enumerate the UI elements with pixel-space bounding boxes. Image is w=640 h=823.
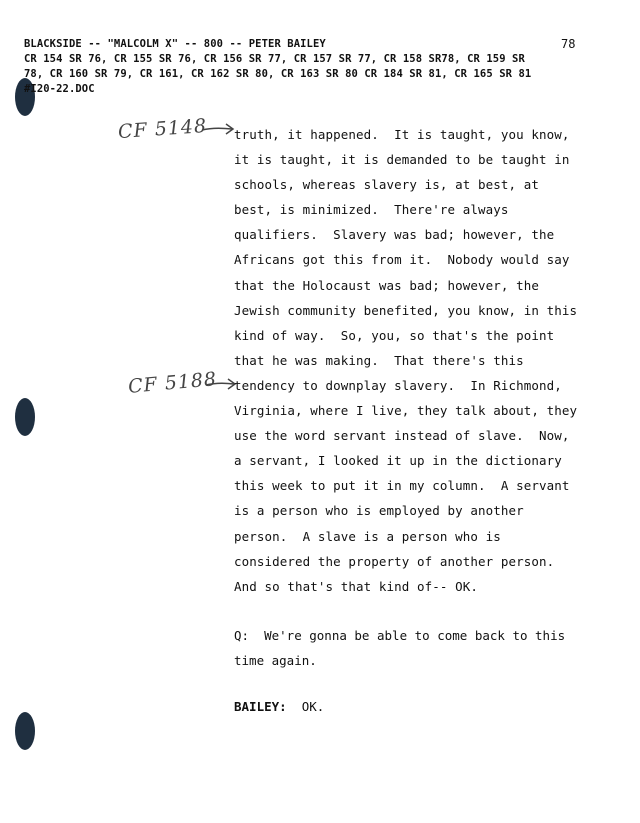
body-line: that he was making. That there's this — [234, 352, 524, 368]
body-line: And so that's that kind of-- OK. — [234, 578, 479, 594]
arrow-icon — [200, 120, 238, 138]
header-cr-line-1: CR 154 SR 76, CR 155 SR 76, CR 156 SR 77, CR 157 SR 77, CR 158 SR78, CR 159 SR — [24, 53, 525, 65]
binder-hole-middle — [15, 398, 35, 436]
header-cr-line-2: 78, CR 160 SR 79, CR 161, CR 162 SR 80, CR 163 SR 80 CR 184 SR 81, CR 165 SR 81 — [24, 68, 532, 80]
body-line: person. A slave is a person who is — [234, 528, 501, 544]
question-block — [234, 623, 565, 673]
body-line: is a person who is employed by another — [234, 503, 524, 519]
transcript-body — [234, 122, 614, 599]
body-line: Jewish community benefited, you know, in this — [234, 302, 578, 318]
handwritten-cf-note-1: CF 5148 — [117, 114, 208, 144]
page-number: 78 — [561, 37, 576, 51]
body-line: Virginia, where I live, they talk about, they — [234, 403, 578, 419]
question-line: time again. — [234, 653, 317, 669]
body-line: tendency to downplay slavery. In Richmond, — [234, 377, 562, 393]
header-title: BLACKSIDE -- "MALCOLM X" -- 800 -- PETER BAILEY — [24, 38, 326, 50]
body-line: considered the property of another person. — [234, 553, 555, 569]
answer-line — [234, 699, 324, 714]
body-line: a servant, I looked it up in the dictionary — [234, 453, 562, 469]
binder-hole-bottom — [15, 712, 35, 750]
handwritten-cf-note-2: CF 5188 — [127, 368, 218, 398]
body-line: it is taught, it is demanded to be taught in — [234, 152, 570, 168]
question-line: Q: We're gonna be able to come back to this — [234, 628, 566, 643]
speaker-label: BAILEY: — [234, 699, 287, 714]
answer-text: OK. — [286, 699, 325, 714]
body-line: schools, whereas slavery is, at best, at — [234, 177, 540, 193]
body-line: best, is minimized. There're always — [234, 202, 509, 218]
body-line: kind of way. So, you, so that's the point — [234, 327, 555, 343]
body-line: Africans got this from it. Nobody would say — [234, 252, 570, 268]
body-line: truth, it happened. It is taught, you know, — [234, 127, 570, 142]
body-line: qualifiers. Slavery was bad; however, the — [234, 227, 555, 243]
header-filename: #I20-22.DOC — [24, 83, 95, 95]
body-line: use the word servant instead of slave. Now, — [234, 428, 570, 444]
body-line: this week to put it in my column. A servant — [234, 478, 570, 494]
body-line: that the Holocaust was bad; however, the — [234, 277, 540, 293]
